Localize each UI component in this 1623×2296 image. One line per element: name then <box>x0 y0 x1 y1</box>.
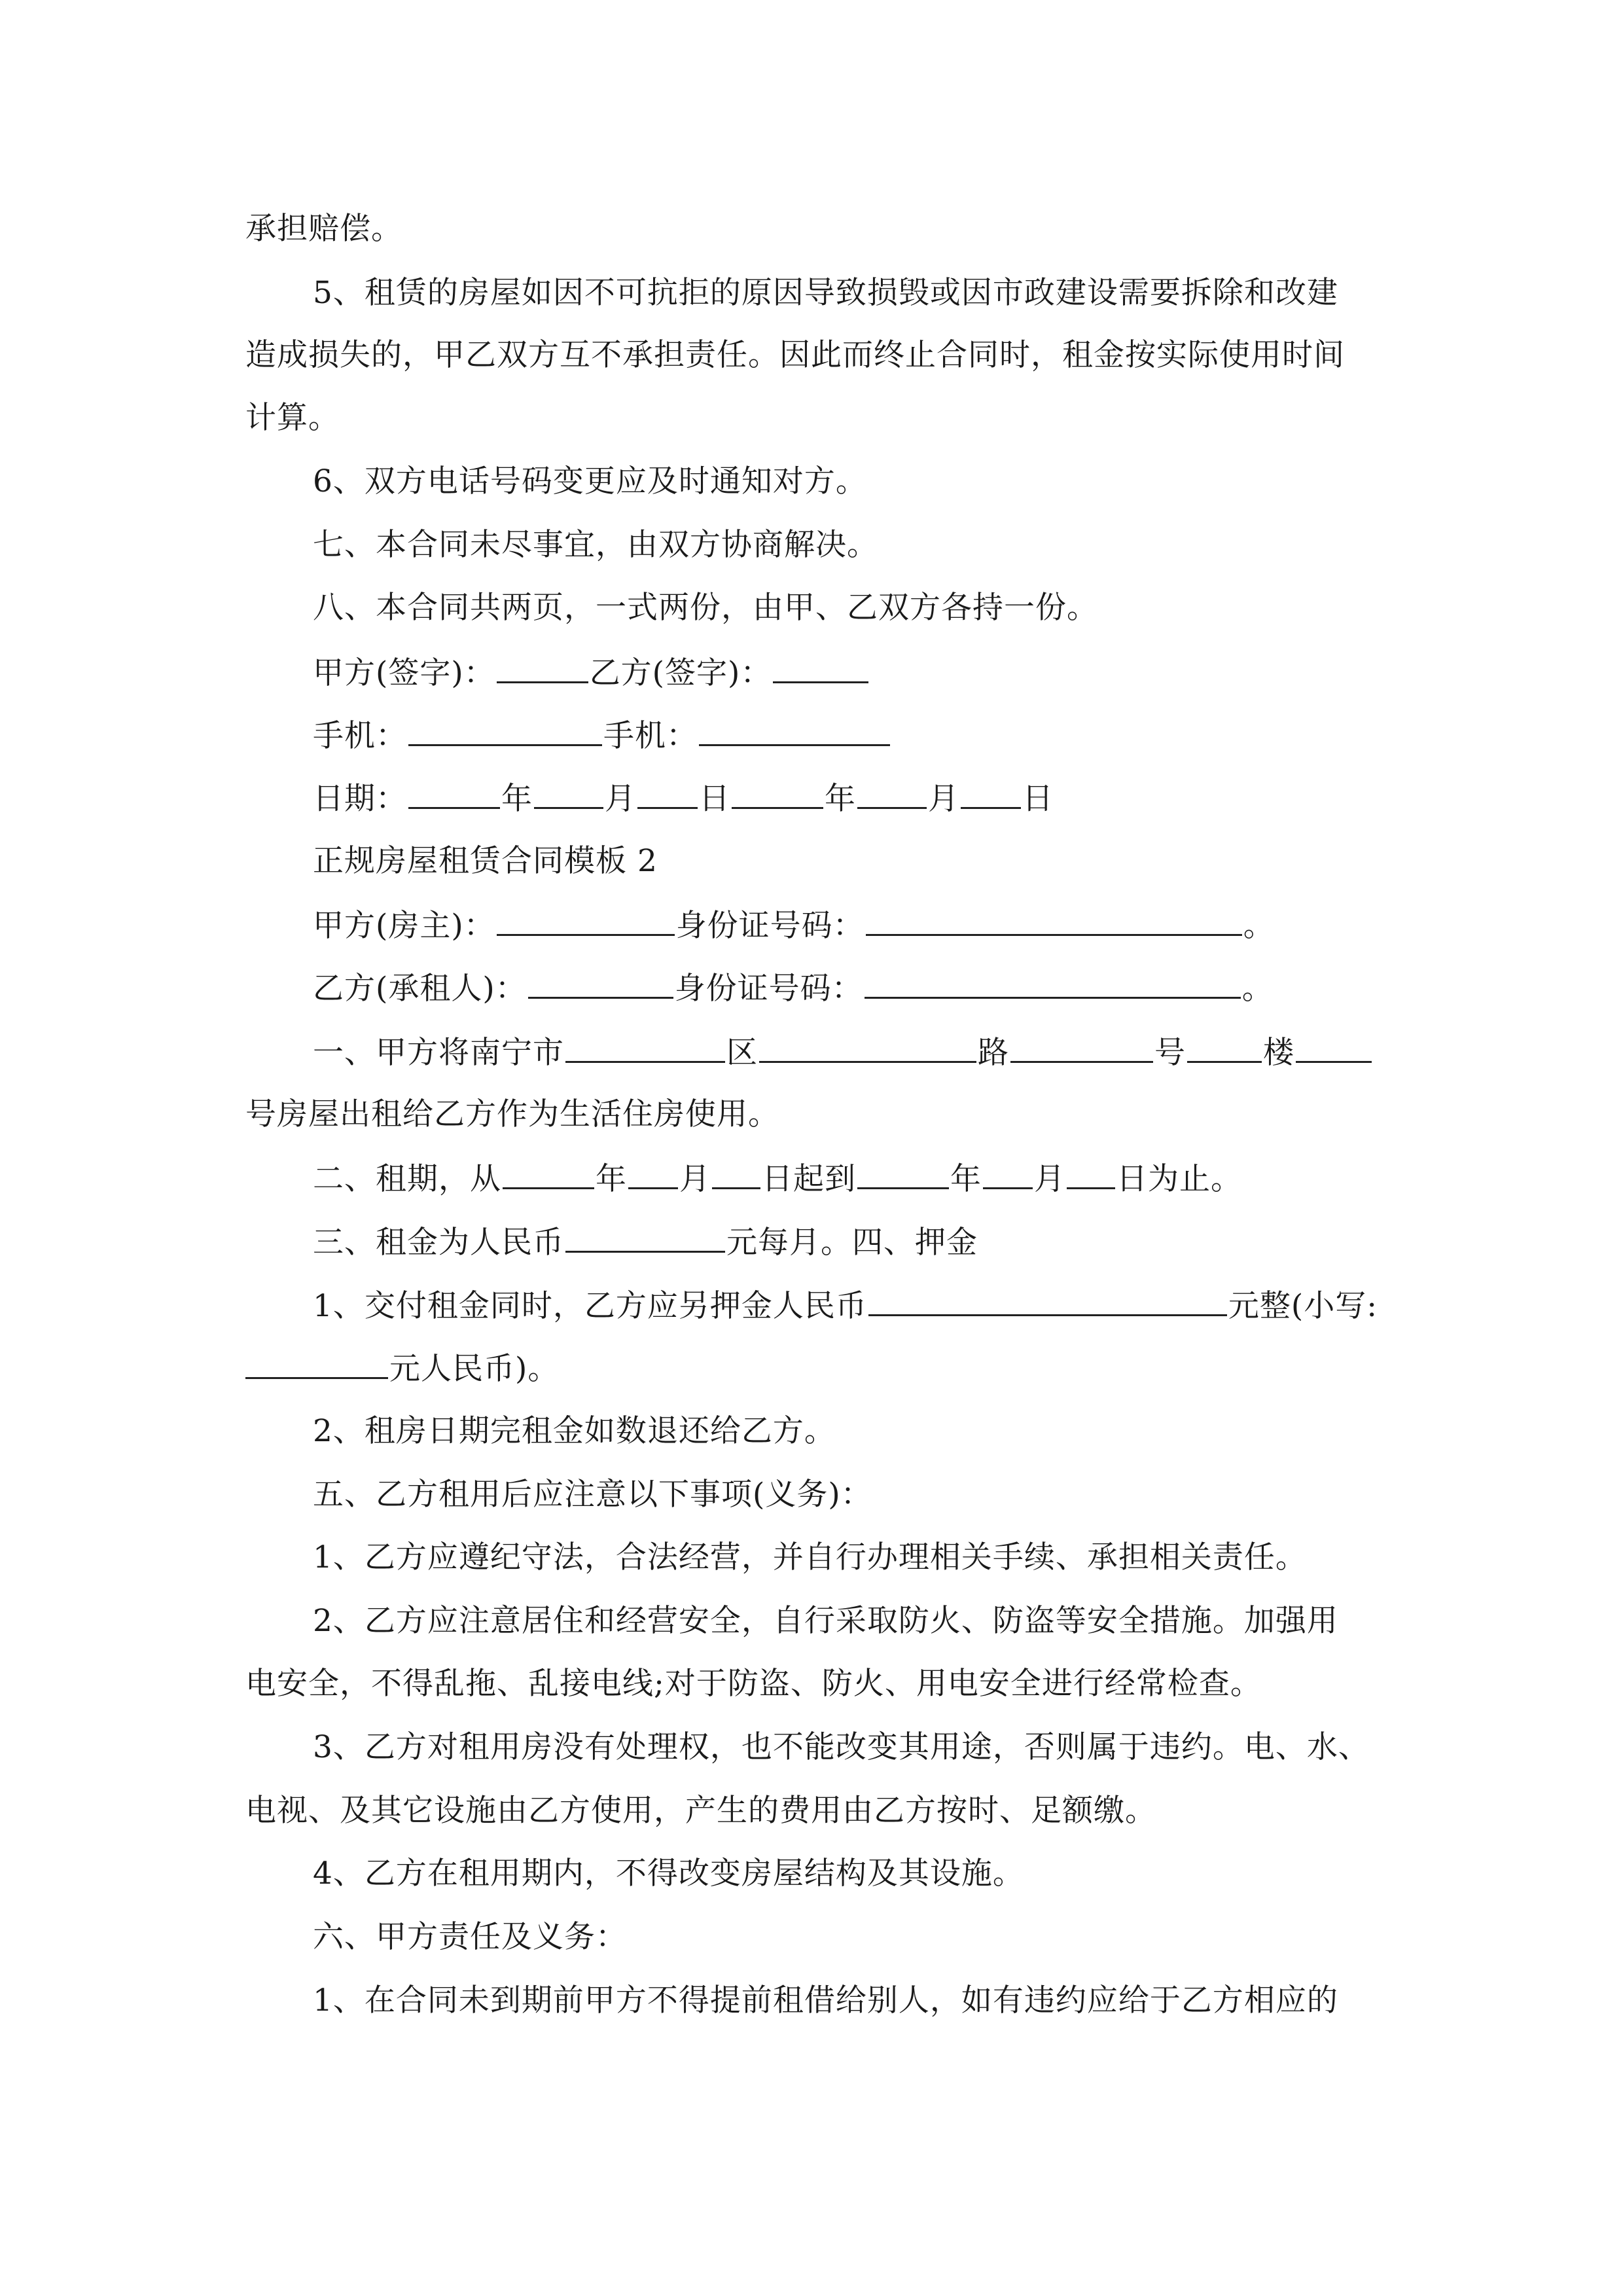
id-number-label: 身份证号码： <box>674 971 863 1007</box>
road-label: 路 <box>978 1035 1009 1071</box>
section-5-heading: 五、乙方租用后应注意以下事项(义务)： <box>313 1477 872 1513</box>
text-line: 造成损失的，甲乙双方互不承担责任。因此而终止合同时，租金按实际使用时间 <box>245 337 1345 373</box>
landlord-duty-1: 1、在合同未到期前甲方不得提前租借给别人，如有违约应给于乙方相应的 <box>313 1982 1338 2018</box>
building-blank[interactable] <box>1187 1032 1262 1063</box>
tenant-id-blank[interactable] <box>865 968 1241 999</box>
number-blank[interactable] <box>1010 1032 1153 1063</box>
start-day-blank[interactable] <box>712 1158 760 1189</box>
deposit-intro: 1、交付租金同时，乙方应另押金人民币 <box>313 1288 867 1324</box>
section-3-rent <box>313 1222 978 1263</box>
deposit-amount-blank[interactable] <box>868 1285 1227 1316</box>
date-month-blank[interactable] <box>534 778 603 809</box>
rent-suffix: 元每月。四、押金 <box>726 1225 978 1261</box>
district-label: 区 <box>726 1035 758 1071</box>
landlord-name-blank[interactable] <box>497 905 675 936</box>
month-label: 月 <box>605 781 636 817</box>
number-label: 号 <box>1154 1035 1186 1071</box>
deposit-small-suffix: 元人民币)。 <box>389 1351 560 1387</box>
date-year-blank[interactable] <box>732 778 823 809</box>
year-label: 年 <box>596 1161 627 1197</box>
period: 。 <box>1241 971 1274 1007</box>
year-label: 年 <box>950 1161 982 1197</box>
end-year-blank[interactable] <box>857 1158 949 1189</box>
address-intro: 一、甲方将南宁市 <box>313 1035 564 1071</box>
landlord-label: 甲方(房主)： <box>313 908 495 944</box>
party-b-phone-blank[interactable] <box>699 715 890 746</box>
section-8: 八、本合同共两页，一式两份，由甲、乙双方各持一份。 <box>313 590 1098 626</box>
day-label: 日 <box>1022 781 1054 817</box>
room-blank[interactable] <box>1296 1032 1372 1063</box>
start-day-label: 日起到 <box>762 1161 856 1197</box>
start-month-blank[interactable] <box>628 1158 678 1189</box>
duty-3: 3、乙方对租用房没有处理权，也不能改变其用途，否则属于违约。电、水、 <box>313 1729 1370 1765</box>
party-b-signature-label: 乙方(签字)： <box>589 655 772 691</box>
text-line: 号房屋出租给乙方作为生活住房使用。 <box>245 1096 779 1132</box>
party-b-phone-label: 手机： <box>603 718 698 754</box>
month-label: 月 <box>928 781 959 817</box>
date-day-blank[interactable] <box>961 778 1021 809</box>
day-label: 日 <box>699 781 730 817</box>
deposit-line <box>313 1285 1378 1326</box>
party-a-phone-blank[interactable] <box>408 715 602 746</box>
deposit-suffix: 元整(小写: <box>1228 1288 1378 1324</box>
date-line <box>313 778 1054 819</box>
end-month-blank[interactable] <box>983 1158 1033 1189</box>
end-day-blank[interactable] <box>1067 1158 1115 1189</box>
date-month-blank[interactable] <box>857 778 927 809</box>
duty-2: 2、乙方应注意居住和经营安全，自行采取防火、防盗等安全措施。加强用 <box>313 1603 1338 1639</box>
tenant-line <box>313 968 1274 1009</box>
text-line: 承担赔偿。 <box>245 211 402 247</box>
term-intro: 二、租期，从 <box>313 1161 501 1197</box>
month-label: 月 <box>1034 1161 1065 1197</box>
date-year-blank[interactable] <box>408 778 500 809</box>
section-6-heading: 六、甲方责任及义务： <box>313 1919 627 1955</box>
landlord-line <box>313 905 1275 946</box>
id-number-label: 身份证号码： <box>675 908 865 944</box>
section-2-term <box>313 1158 1242 1199</box>
date-label: 日期： <box>313 781 407 817</box>
year-label: 年 <box>825 781 856 817</box>
deposit-refund: 2、租房日期完租金如数退还给乙方。 <box>313 1413 836 1449</box>
signature-line <box>313 653 870 693</box>
clause-6: 6、双方电话号码变更应及时通知对方。 <box>313 463 867 499</box>
landlord-id-blank[interactable] <box>866 905 1242 936</box>
end-day-label: 日为止。 <box>1116 1161 1242 1197</box>
section-1-address <box>313 1032 1373 1073</box>
party-b-signature-blank[interactable] <box>773 653 868 683</box>
contract-title: 正规房屋租赁合同模板 2 <box>313 843 658 879</box>
deposit-small-blank[interactable] <box>245 1348 388 1379</box>
start-year-blank[interactable] <box>503 1158 594 1189</box>
rent-intro: 三、租金为人民币 <box>313 1225 564 1261</box>
district-blank[interactable] <box>565 1032 725 1063</box>
phone-line <box>313 715 891 756</box>
clause-5: 5、租赁的房屋如因不可抗拒的原因导致损毁或因市政建设需要拆除和改建 <box>313 275 1338 311</box>
month-label: 月 <box>679 1161 711 1197</box>
tenant-label: 乙方(承租人)： <box>313 971 527 1007</box>
deposit-line-cont <box>245 1348 559 1389</box>
party-a-signature-blank[interactable] <box>497 653 588 683</box>
tenant-name-blank[interactable] <box>528 968 673 999</box>
text-line: 计算。 <box>245 400 340 436</box>
year-label: 年 <box>501 781 533 817</box>
section-7: 七、本合同未尽事宜，由双方协商解决。 <box>313 527 878 563</box>
party-a-phone-label: 手机： <box>313 718 407 754</box>
building-label: 楼 <box>1263 1035 1294 1071</box>
duty-1: 1、乙方应遵纪守法，合法经营，并自行办理相关手续、承担相关责任。 <box>313 1539 1307 1575</box>
text-line: 电视、及其它设施由乙方使用，产生的费用由乙方按时、足额缴。 <box>245 1793 1156 1829</box>
date-day-blank[interactable] <box>637 778 698 809</box>
duty-4: 4、乙方在租用期内，不得改变房屋结构及其设施。 <box>313 1856 1024 1892</box>
rent-amount-blank[interactable] <box>565 1222 725 1253</box>
period: 。 <box>1243 908 1275 944</box>
party-a-signature-label: 甲方(签字)： <box>313 655 495 691</box>
text-line: 电安全，不得乱拖、乱接电线;对于防盗、防火、用电安全进行经常检查。 <box>245 1666 1262 1702</box>
road-blank[interactable] <box>759 1032 976 1063</box>
